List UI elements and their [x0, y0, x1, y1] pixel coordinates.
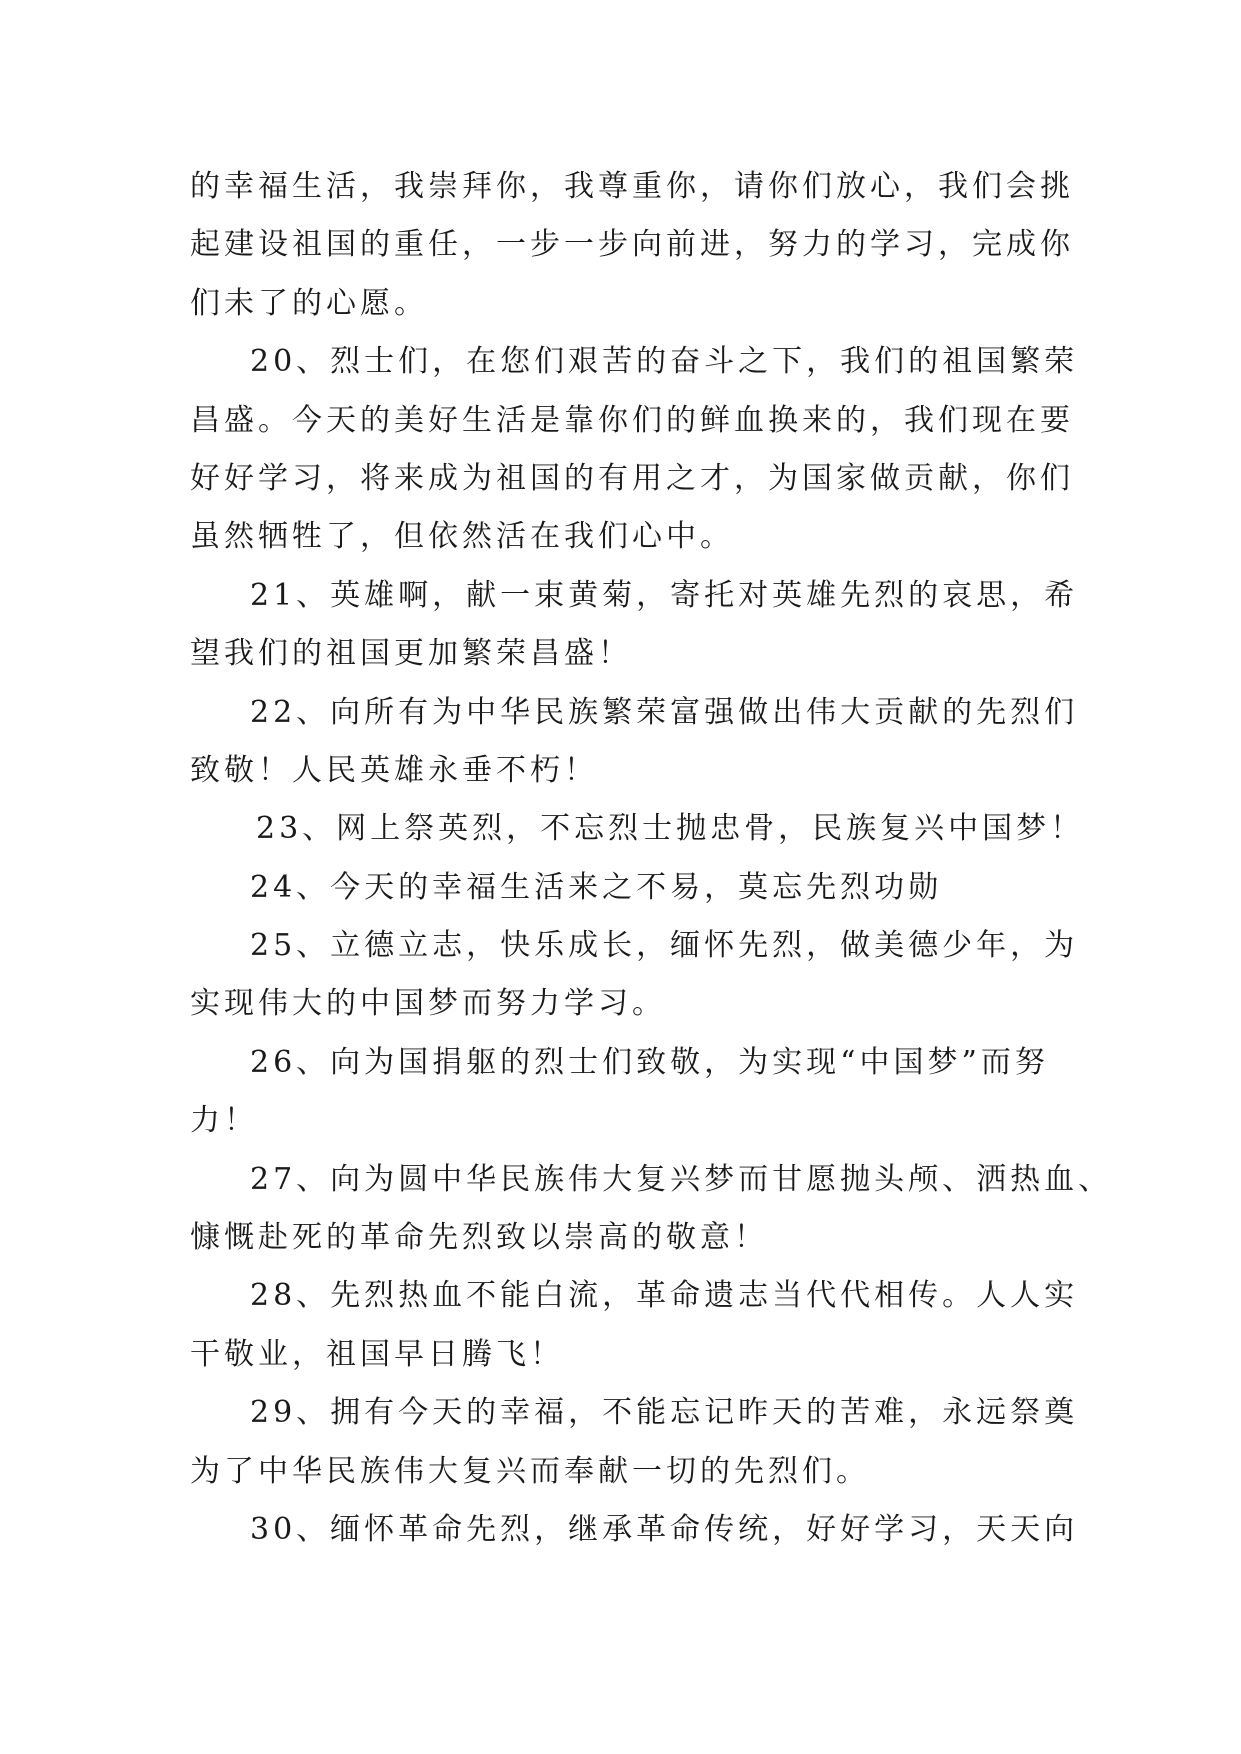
text-line: 干敬业，祖国早日腾飞！ [190, 1336, 564, 1372]
text-line: 昌盛。今天的美好生活是靠你们的鲜血换来的，我们现在要 [190, 402, 1074, 438]
text-line: 21、英雄啊，献一束黄菊，寄托对英雄先烈的哀思，希 [250, 577, 1079, 613]
text-line: 24、今天的幸福生活来之不易，莫忘先烈功勋 [250, 869, 943, 905]
text-line: 27、向为圆中华民族伟大复兴梦而甘愿抛头颅、洒热血、 [250, 1161, 1113, 1197]
text-line: 25、立德立志，快乐成长，缅怀先烈，做美德少年，为 [250, 928, 1079, 964]
text-line: 好好学习，将来成为祖国的有用之才，为国家做贡献，你们 [190, 460, 1074, 496]
text-line: 实现伟大的中国梦而努力学习。 [190, 986, 666, 1022]
text-line: 力！ [190, 1103, 258, 1139]
text-line: 28、先烈热血不能白流，革命遗志当代代相传。人人实 [250, 1278, 1079, 1314]
text-line: 的幸福生活，我崇拜你，我尊重你，请你们放心，我们会挑 [190, 169, 1074, 204]
text-line: 虽然牺牲了，但依然活在我们心中。 [190, 519, 734, 555]
text-line: 22、向所有为中华民族繁荣富强做出伟大贡献的先烈们 [250, 694, 1079, 730]
text-line: 30、缅怀革命先烈，继承革命传统，好好学习，天天向 [250, 1511, 1079, 1547]
text-line: 慷慨赴死的革命先烈致以崇高的敬意！ [190, 1220, 768, 1256]
text-line: 20、烈士们，在您们艰苦的奋斗之下，我们的祖国繁荣 [250, 344, 1079, 380]
text-line: 起建设祖国的重任，一步一步向前进，努力的学习，完成你 [190, 227, 1074, 263]
text-line: 致敬！人民英雄永垂不朽！ [190, 752, 598, 788]
text-line: 望我们的祖国更加繁荣昌盛！ [190, 636, 632, 672]
text-line: 们未了的心愿。 [190, 285, 428, 321]
text-line: 23、网上祭英烈，不忘烈士抛忠骨，民族复兴中国梦！ [256, 811, 1085, 847]
text-line: 29、拥有今天的幸福，不能忘记昨天的苦难，永远祭奠 [250, 1395, 1079, 1431]
body-text [190, 158, 1113, 1559]
text-line: 26、向为国捐躯的烈士们致敬，为实现“中国梦”而努 [250, 1044, 1049, 1080]
text-line: 为了中华民族伟大复兴而奉献一切的先烈们。 [190, 1453, 870, 1489]
